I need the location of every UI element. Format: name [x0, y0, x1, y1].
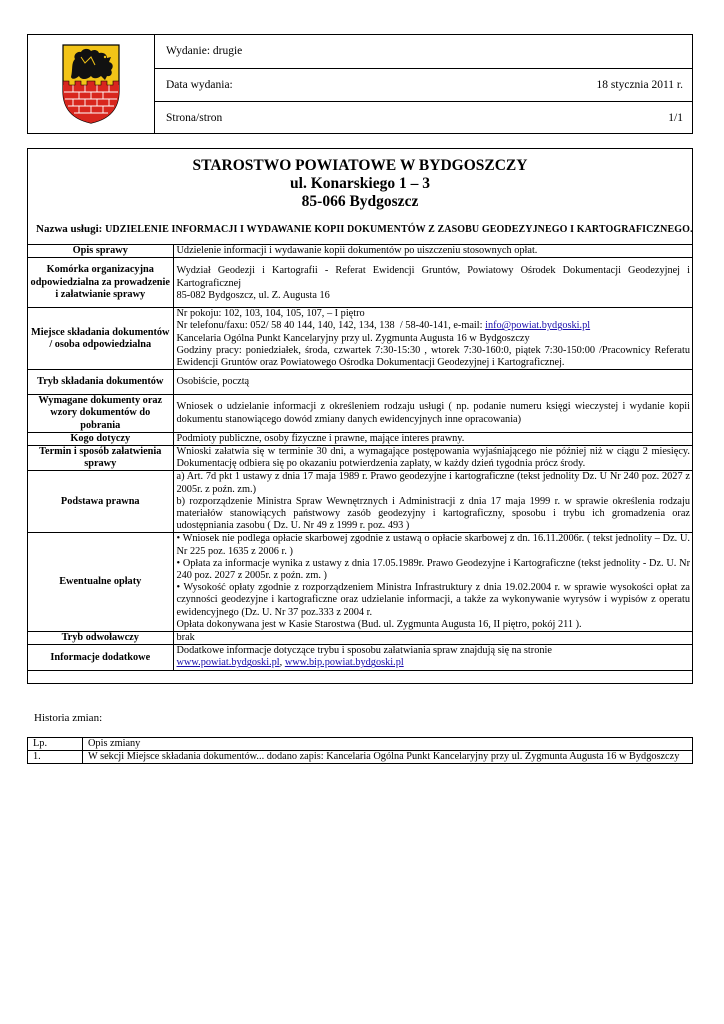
service-name-line — [36, 223, 693, 235]
office-name: STAROSTWO POWIATOWE W BYDGOSZCZY — [192, 157, 528, 174]
document-header — [27, 34, 693, 134]
edition-label: Wydanie: drugie — [166, 45, 243, 57]
edition-row — [155, 35, 692, 68]
legal-basis-b: b) rozporządzenie Ministra Spraw Wewnętrznych i Administracji z dnia 17 maja 1999 r. w sprawie określenia rodzaju materiałów stanowiących państwowy zasób geodezyjny i kartograficzny, sposobu i trybu ich gromadzenia oraz udostępniania zasobu ( Dz. U. Nr 49 z 1999 r. poz. 493 ) — [176, 495, 690, 532]
row-value: Udzielenie informacji i wydawanie kopii dokumentów po uiszczeniu stosownych opłat. — [173, 245, 693, 258]
service-name: UDZIELENIE INFORMACJI I WYDAWANIE KOPII DOKUMENTÓW Z ZASOBU GEODEZYJNEGO I KARTOGRAFICZNEGO. — [105, 224, 693, 235]
row-key: Wymagane dokumenty oraz wzory dokumentów do pobrania — [28, 395, 173, 433]
bip-link[interactable]: www.bip.powiat.bydgoski.pl — [284, 657, 404, 669]
row-key: Informacje dodatkowe — [28, 645, 173, 671]
table-row — [28, 471, 693, 533]
department-address: 85-082 Bydgoszcz, ul. Z. Augusta 16 — [176, 289, 330, 301]
email-link[interactable]: info@powiat.bydgoski.pl — [485, 320, 591, 332]
row-key: Podstawa prawna — [28, 471, 173, 533]
table-row — [28, 446, 693, 471]
row-value — [173, 308, 693, 370]
fee-item: • Wniosek nie podlega opłacie skarbowej zgodnie z ustawą o opłacie skarbowej z dn. 16.11.2006r. ( tekst jednolity – Dz. U. Nr 225 poz. 1635 z 2006 r. ) — [176, 533, 690, 557]
fee-item: Opłata dokonywana jest w Kasie Starostwa (Bud. ul. Zygmunta Augusta 16, II piętro, pokój 211 ). — [176, 618, 582, 630]
table-row — [28, 645, 693, 671]
additional-info-text: Dodatkowe informacje dotyczące trybu i sposobu załatwiania spraw znajdują się na stronie — [176, 645, 552, 657]
page-label: Strona/stron — [166, 112, 223, 124]
office-hours: Godziny pracy: poniedziałek, środa, czwartek 7:30-15:30 , wtorek 7:30-160:0, piątek 7:30-150:00 /Pracownicy Referatu Ewidencji Gruntów oraz Powiatowego Ośrodka Dokumentacji Geodezyjnej i Kartograficznej. — [176, 344, 690, 369]
row-value: Podmioty publiczne, osoby fizyczne i prawne, mające interes prawny. — [173, 432, 693, 445]
history-text: W sekcji Miejsce składania dokumentów... dodano zapis: Kancelaria Ogólna Punkt Kancelaryjny przy ul. Zygmunta Augusta 16 w Bydgoszczy — [83, 751, 693, 764]
table-row — [28, 308, 693, 370]
row-value — [173, 258, 693, 308]
link-separator: , — [279, 657, 285, 669]
history-lp: 1. — [28, 751, 83, 764]
history-col-lp: Lp. — [28, 738, 83, 751]
service-label: Nazwa usługi: — [36, 223, 103, 235]
table-row — [28, 432, 693, 445]
page-value: 1/1 — [668, 112, 683, 124]
row-key: Opis sprawy — [28, 245, 173, 258]
table-row — [28, 370, 693, 395]
service-details-table — [28, 244, 693, 671]
row-value: Wniosek o udzielanie informacji z określeniem rodzaju usługi ( np. podanie numeru księgi wieczystej i wydanie kopii dokumentu stanowiącego dowód zmiany danych ewidencyjnych inne opracowania) — [173, 395, 693, 433]
office-street: ul. Konarskiego 1 – 3 — [290, 175, 430, 192]
office-postal: 85-066 Bydgoszcz — [301, 193, 419, 210]
row-key: Tryb składania dokumentów — [28, 370, 173, 395]
row-key: Tryb odwoławczy — [28, 632, 173, 645]
department-name: Wydział Geodezji i Kartografii - Referat Ewidencji Gruntów, Powiatowy Ośrodek Dokumentacji Geodezyjnej i Kartograficznej — [176, 265, 690, 289]
row-value — [173, 471, 693, 533]
fee-item: • Wysokość opłaty zgodnie z rozporządzeniem Ministra Infrastruktury z dnia 19.02.2004 r. w sprawie wysokości opłat za czynności geodezyjne i kartograficzne oraz udzielanie informacji, a także za wykonywanie wyrysów i wypisów z operatu ewidencyjnego (Dz. U. Nr 37 poz.333 z 2004 r. — [176, 582, 690, 618]
table-row — [28, 258, 693, 308]
table-row — [28, 245, 693, 258]
contact-line — [177, 320, 691, 332]
legal-basis-a: a) Art. 7d pkt 1 ustawy z dnia 17 maja 1989 r. Prawo geodezyjne i kartograficzne (tekst jednolity Dz. U Nr 240 poz. 2027 z 2005r. z poźn. zm.) — [176, 471, 690, 495]
fee-item: • Opłata za informacje wynika z ustawy z dnia 17.05.1989r. Prawo Geodezyjne i Kartograficzne (tekst jednolity - Dz. U. Nr 240 poz. 2027 z 2005r. z poźn. zm. ) — [176, 557, 690, 582]
room-numbers: Nr pokoju: 102, 103, 104, 105, 107, – I piętro — [176, 308, 365, 320]
history-col-desc: Opis zmiany — [83, 738, 693, 751]
row-value — [173, 645, 693, 671]
coat-of-arms-icon — [61, 43, 121, 125]
row-value — [173, 533, 693, 632]
history-header-row — [28, 738, 693, 751]
row-value: Wnioski załatwia się w terminie 30 dni, a wymagające postępowania wyjaśniającego nie później niż w ciągu 2 miesięcy. Dokumentację odbiera się po okazaniu potwierdzenia zapłaty, w każdy dzień tygodnia prócz środy. — [173, 446, 693, 471]
row-key: Ewentualne opłaty — [28, 533, 173, 632]
table-row — [28, 395, 693, 433]
row-key: Termin i sposób załatwienia sprawy — [28, 446, 173, 471]
row-value: brak — [173, 632, 693, 645]
row-key: Komórka organizacyjna odpowiedzialna za prowadzenie i załatwianie sprawy — [28, 258, 173, 308]
service-card — [27, 148, 693, 684]
row-value: Osobiście, pocztą — [173, 370, 693, 395]
history-label: Historia zmian: — [34, 712, 103, 724]
row-key: Kogo dotyczy — [28, 432, 173, 445]
table-row — [28, 533, 693, 632]
page-row — [155, 101, 692, 134]
office-location: Kancelaria Ogólna Punkt Kancelaryjny przy ul. Zygmunta Augusta 16 w Bydgoszczy — [176, 332, 530, 344]
logo-cell — [28, 35, 155, 133]
date-value: 18 stycznia 2011 r. — [596, 79, 683, 91]
powiat-link[interactable]: www.powiat.bydgoski.pl — [176, 657, 280, 669]
date-row — [155, 68, 692, 101]
table-row — [28, 632, 693, 645]
row-key: Miejsce składania dokumentów / osoba odpowiedzialna — [28, 308, 173, 370]
date-label: Data wydania: — [166, 79, 233, 91]
additional-info-links — [177, 657, 691, 669]
history-row — [28, 751, 693, 764]
phone-fax: Nr telefonu/faxu: 052/ 58 40 144, 140, 142, 134, 138 / 58-40-141, e-mail: — [176, 320, 486, 332]
history-table — [27, 737, 693, 764]
